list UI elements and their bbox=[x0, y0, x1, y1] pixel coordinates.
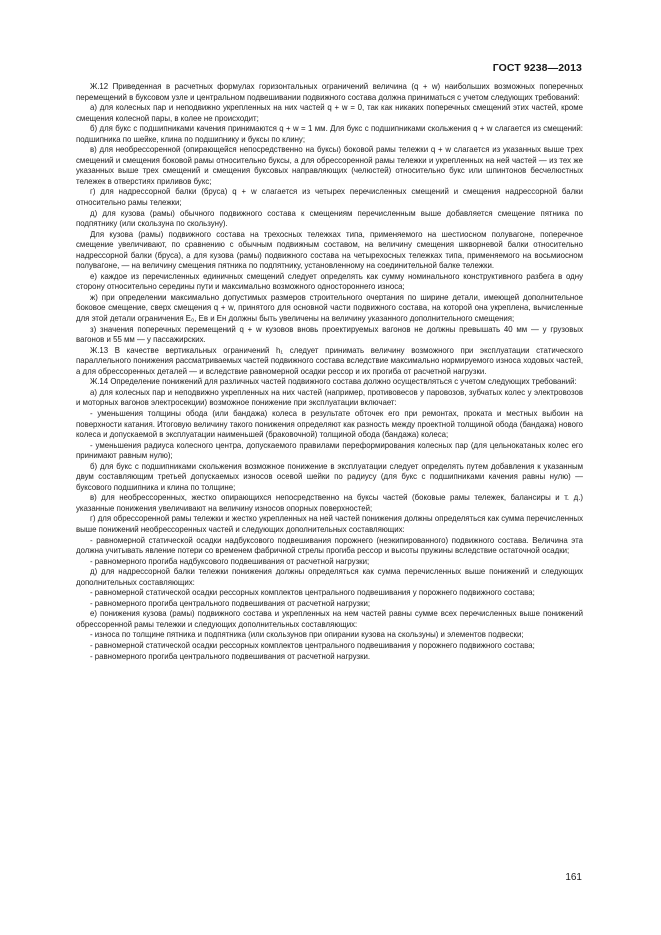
paragraph: - равномерной статической осадки надбуксового подвешивания порожнего (неэкипированного) подвижного состава. Величина эта должна учитывать явление потери со временем фабричной стрелы прогиба рессор и высоты пружины вследствие остаточной осадки; bbox=[76, 535, 583, 556]
paragraph: - износа по толщине пятника и подпятника (или скользунов при опирании кузова на скользуны) и элементов подвески; bbox=[90, 630, 524, 640]
paragraph: - равномерного прогиба надбуксового подвешивания от расчетной нагрузки; bbox=[90, 556, 370, 566]
paragraph: - равномерного прогиба центрального подвешивания от расчетной нагрузки. bbox=[90, 651, 371, 661]
paragraph: г) для надрессорной балки (бруса) q + w слагается из четырех перечисленных смещений и смещения надрессорной балки относительно рамы тележки; bbox=[76, 187, 583, 208]
paragraph: в) для необрессоренных, жестко опирающихся непосредственно на буксы частей (боковые рамы тележек, балансиры и т. д.) указанные понижения увеличивают на величину износов опорных поверхностей; bbox=[76, 493, 583, 513]
paragraph: з) значения поперечных перемещений q + w кузовов вновь проектируемых вагонов не должны превышать 40 мм — у грузовых вагонов и 55 мм — у пассажирских. bbox=[76, 324, 583, 345]
paragraph: е) каждое из перечисленных единичных смещений следует определять как сумму номинального конструктивного разбега в одну сторону относительно середины пути и максимально возможного одностороннего износа; bbox=[76, 271, 583, 292]
paragraph: б) для букс с подшипниками скольжения возможное понижение в эксплуатации следует определять путем добавления к указанным двум составляющим третьей допускаемых износов осевой шейки по радиусу (для букс с подшипниками качения равны нулю) — буксового подшипника и клина по толщине; bbox=[76, 461, 583, 492]
paragraph: а) для колесных пар и неподвижно укрепленных на них частей q + w = 0, так как никаких поперечных смещений этих частей, кроме смещения колесной пары, в колее не происходит; bbox=[76, 103, 583, 123]
paragraph: ж) при определении максимально допустимых размеров строительного очертания по ширине детали, имеющей дополнительное боковое смещение, сверх смещения q + w, принятого для основной части подвижного состава, на которой она укреплена, вычисленные для этой детали ограничения E₀, Eв и Eн должны быть увеличены на величину указанного дополнительного смещения; bbox=[76, 292, 583, 324]
paragraph: д) для кузова (рамы) обычного подвижного состава к смещениям перечисленным выше добавляется смещение пятника по подпятнику (или скользуна по скользуну). bbox=[76, 208, 583, 229]
paragraph: в) для необрессоренной (опирающейся непосредственно на буксы) боковой рамы тележки q + w слагается из указанных выше трех смещений и смещения боковой рамы относительно буксы, а для обрессоренной рамы тележки и укрепленных на ней частей — из тех же указанных выше трех смещений и смещения буксовых направляющих (челюстей) относительно букс или шпинтонов бесчелюстных тележек в отверстиях приливов букс; bbox=[76, 145, 583, 186]
paragraph: д) для надрессорной балки тележки понижения должны определяться как сумма перечисленных выше понижений и следующих дополнительных составляющих: bbox=[76, 567, 583, 587]
paragraph: Ж.14 Определение понижений для различных частей подвижного состава должно осуществляться с учетом следующих требований: bbox=[90, 377, 577, 387]
document-number-header: ГОСТ 9238—2013 bbox=[492, 62, 582, 74]
paragraph: Ж.13 В качестве вертикальных ограничений h₁ следует принимать величину возможного при эксплуатации статического параллельного понижения рассматриваемых частей подвижного состава вследствие максимально нормируемого износа ходовых частей, а для обрессоренных деталей — и вследствие равномерной осадки рессор и их прогиба от расчетной нагрузки. bbox=[76, 345, 583, 376]
paragraph: - равномерного прогиба центрального подвешивания от расчетной нагрузки; bbox=[90, 598, 371, 608]
paragraph: - уменьшения толщины обода (или бандажа) колеса в результате обточек его при ремонтах, проката и местных выбоин на поверхности катания. Итоговую величину такого понижения определяют как разность между проектной толщиной обода (бандажа) нового колеса и допускаемой в эксплуатации наименьшей (браковочной) толщиной обода (бандажа) колеса; bbox=[76, 408, 583, 440]
paragraph: Для кузова (рамы) подвижного состава на трехосных тележках типа, применяемого на шестиосном полувагоне, поперечное смещение увеличивают, по сравнению с обычным подвижным составом, на величину смещения шкворневой балки относительно надрессорной балки (бруса), а для кузова (рамы) подвижного состава на четырехосных тележках типа, применяемого на восьмиосном полувагоне, — на величину смещения пятника по подпятнику, установленному на соединительной балке тележки. bbox=[76, 229, 583, 271]
paragraph: - уменьшения радиуса колесного центра, допускаемого правилами переформирования колесных пар (для цельнокатаных колес его принимают равным нулю); bbox=[76, 440, 583, 461]
paragraph: г) для обрессоренной рамы тележки и жестко укрепленных на ней частей понижения должны определяться как сумма перечисленных выше понижений необрессоренных частей и следующих дополнительных составляющих: bbox=[76, 514, 583, 534]
paragraph: б) для букс с подшипниками качения принимаются q + w = 1 мм. Для букс с подшипниками скольжения q + w слагается из смещений: подшипника по шейке, клина по подшипнику и буксы по клину; bbox=[76, 124, 583, 144]
paragraph: е) понижения кузова (рамы) подвижного состава и укрепленных на нем частей равны сумме всех перечисленных выше понижений обрессоренной рамы тележки и следующих дополнительных составляющих: bbox=[76, 609, 583, 629]
paragraph: - равномерной статической осадки рессорных комплектов центрального подвешивания у порожнего подвижного состава; bbox=[90, 640, 535, 650]
page-number: 161 bbox=[565, 872, 582, 883]
paragraph: а) для колесных пар и неподвижно укрепленных на них частей (например, противовесов у паровозов, зубчатых колес у электровозов и моторных вагонов электросекции) возможное понижение при эксплуатации включает: bbox=[76, 387, 583, 408]
paragraph: Ж.12 Приведенная в расчетных формулах горизонтальных ограничений величина (q + w) наибольших возможных поперечных перемещений в буксовом узле и центральном подвешивании подвижного состава должна приниматься с учетом следующих требований: bbox=[76, 82, 583, 102]
document-body bbox=[76, 82, 583, 662]
paragraph: - равномерной статической осадки рессорных комплектов центрального подвешивания у порожнего подвижного состава; bbox=[90, 588, 535, 598]
